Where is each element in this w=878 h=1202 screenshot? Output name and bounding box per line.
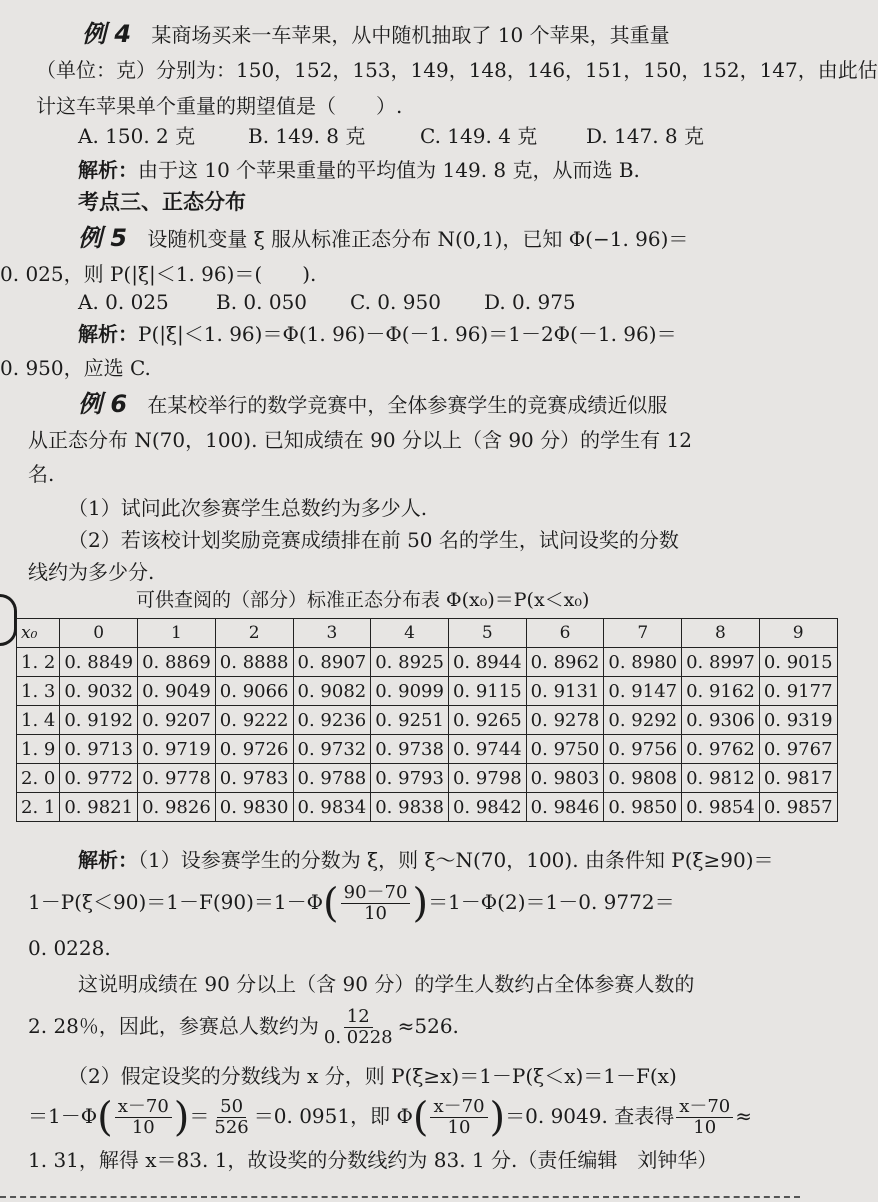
table-cell: 0. 9857 [759, 793, 837, 822]
example-5-line-1: 例 5 设随机变量 ξ 服从标准正态分布 N(0,1)，已知 Φ(−1. 96)＝ [78, 224, 689, 252]
row-header: 1. 2 [17, 648, 60, 677]
table-cell: 0. 9772 [60, 764, 138, 793]
table-cell: 0. 9798 [448, 764, 526, 793]
table-cell: 0. 9762 [682, 735, 760, 764]
table-cell: 0. 9049 [138, 677, 216, 706]
table-cell: 0. 9808 [604, 764, 682, 793]
example-6-line-1: 例 6 在某校举行的数学竞赛中，全体参赛学生的竞赛成绩近似服 [78, 390, 668, 418]
table-cell: 0. 9207 [138, 706, 216, 735]
table-cell: 0. 9082 [293, 677, 371, 706]
table-cell: 0. 9236 [293, 706, 371, 735]
table-cell: 0. 9162 [682, 677, 760, 706]
choice-c: C. 149. 4 克 [420, 124, 538, 148]
table-cell: 0. 9788 [293, 764, 371, 793]
table-cell: 0. 8980 [604, 648, 682, 677]
table-cell: 0. 8888 [215, 648, 293, 677]
example-6-label: 例 6 [78, 390, 128, 418]
table-cell: 0. 8997 [682, 648, 760, 677]
table-cell: 0. 9251 [371, 706, 449, 735]
example-6-question-2a: （2）若该校计划奖励竞赛成绩排在前 50 名的学生，试问设奖的分数 [68, 528, 679, 552]
example-6-line-2: 从正态分布 N(70，100). 已知成绩在 90 分以上（含 90 分）的学生有 12 [28, 428, 692, 452]
column-header: 6 [526, 619, 604, 648]
section-title: 考点三、正态分布 [78, 190, 246, 214]
table-cell: 0. 9066 [215, 677, 293, 706]
example-4-analysis: 解析：由于这 10 个苹果重量的平均值为 149. 8 克，从而选 B. [78, 158, 640, 182]
table-cell: 0. 9812 [682, 764, 760, 793]
table-cell: 0. 9834 [293, 793, 371, 822]
example-6-question-2b: 线约为多少分. [28, 560, 155, 584]
example-5-analysis-2: 0. 950，应选 C. [0, 356, 151, 380]
choice-a: A. 0. 025 [78, 290, 169, 314]
row-header: 1. 4 [17, 706, 60, 735]
table-row [17, 735, 838, 764]
column-header: 5 [448, 619, 526, 648]
table-cell: 0. 9826 [138, 793, 216, 822]
fraction: $\frac{x-70}{10}$ [115, 1097, 172, 1138]
solution-line-8: 1. 31，解得 x＝83. 1，故设奖的分数线约为 83. 1 分.（责任编辑 刘钟华） [28, 1148, 718, 1172]
fraction: $\frac{90-70}{10}$ [341, 883, 411, 924]
normal-distribution-table [16, 618, 838, 822]
table-cell: 0. 9131 [526, 677, 604, 706]
table-cell: 0. 9177 [759, 677, 837, 706]
fraction: $\frac{x-70}{10}$ [676, 1097, 733, 1138]
table-cell: 0. 8849 [60, 648, 138, 677]
fraction: $\frac{x-70}{10}$ [430, 1097, 487, 1138]
solution-line-4: 这说明成绩在 90 分以上（含 90 分）的学生人数约占全体参赛人数的 [78, 972, 695, 996]
solution-line-5: 2. 28％，因此，参赛总人数约为 $\frac{12}{0. 0228}$ ≈526. [28, 1006, 459, 1048]
table-corner-cell: x₀ [17, 619, 60, 648]
table-cell: 0. 9319 [759, 706, 837, 735]
table-cell: 0. 9099 [371, 677, 449, 706]
fraction: $\frac{12}{0. 0228}$ [323, 1006, 393, 1048]
table-cell: 0. 9793 [371, 764, 449, 793]
choice-b: B. 0. 050 [216, 290, 308, 314]
table-row [17, 677, 838, 706]
column-header: 4 [371, 619, 449, 648]
solution-line-7: ＝1－Φ( $\frac{x-70}{10}$ )＝ $\frac{50}{526}$ ＝0. 0951，即 Φ( $\frac{x-70}{10}$ )＝0. 9049. 查表得 $\frac{x-70}{10}$ ≈ [28, 1094, 753, 1141]
table-cell: 0. 9744 [448, 735, 526, 764]
row-header: 2. 1 [17, 793, 60, 822]
table-cell: 0. 9817 [759, 764, 837, 793]
table-row [17, 793, 838, 822]
column-header: 0 [60, 619, 138, 648]
choice-c: C. 0. 950 [350, 290, 441, 314]
table-cell: 0. 9726 [215, 735, 293, 764]
example-4-line-2: （单位：克）分别为：150，152，153，149，148，146，151，150，152，147，由此估 [36, 58, 878, 82]
choice-b: B. 149. 8 克 [248, 124, 366, 148]
example-6-line-3: 名. [28, 462, 55, 486]
table-cell: 0. 8962 [526, 648, 604, 677]
table-cell: 0. 8944 [448, 648, 526, 677]
example-4-line-1: 例 4 某商场买来一车苹果，从中随机抽取了 10 个苹果，其重量 [82, 20, 670, 48]
table-cell: 0. 9830 [215, 793, 293, 822]
example-5-line-2: 0. 025，则 P(|ξ|＜1. 96)＝( ). [0, 262, 317, 286]
page-tab-marker [0, 594, 17, 646]
column-header: 9 [759, 619, 837, 648]
table-cell: 0. 9783 [215, 764, 293, 793]
table-row [17, 648, 838, 677]
table-cell: 0. 9767 [759, 735, 837, 764]
example-4-label: 例 4 [82, 20, 132, 48]
table-cell: 0. 9738 [371, 735, 449, 764]
table-cell: 0. 9278 [526, 706, 604, 735]
table-cell: 0. 9222 [215, 706, 293, 735]
example-4-choices [78, 122, 800, 150]
example-6-question-1: （1）试问此次参赛学生总数约为多少人. [68, 496, 428, 520]
table-cell: 0. 9265 [448, 706, 526, 735]
solution-line-3: 0. 0228. [28, 936, 111, 960]
page-bottom-rule [0, 1196, 800, 1198]
column-header: 7 [604, 619, 682, 648]
table-cell: 0. 9850 [604, 793, 682, 822]
table-cell: 0. 9292 [604, 706, 682, 735]
row-header: 2. 0 [17, 764, 60, 793]
table-cell: 0. 8869 [138, 648, 216, 677]
column-header: 2 [215, 619, 293, 648]
table-cell: 0. 9306 [682, 706, 760, 735]
table-row [17, 706, 838, 735]
row-header: 1. 9 [17, 735, 60, 764]
solution-line-2: 1－P(ξ＜90)＝1－F(90)＝1－Φ( $\frac{90-70}{10}$ )＝1－Φ(2)＝1－0. 9772＝ [28, 880, 675, 927]
example-4-line-3: 计这车苹果单个重量的期望值是（ ）. [36, 94, 403, 118]
table-cell: 0. 9115 [448, 677, 526, 706]
choice-d: D. 0. 975 [484, 290, 576, 314]
table-cell: 0. 9778 [138, 764, 216, 793]
table-cell: 0. 9750 [526, 735, 604, 764]
fraction: $\frac{50}{526}$ [214, 1096, 249, 1138]
table-cell: 0. 9032 [60, 677, 138, 706]
column-header: 3 [293, 619, 371, 648]
table-cell: 0. 8907 [293, 648, 371, 677]
table-cell: 0. 9147 [604, 677, 682, 706]
example-5-choices [78, 288, 800, 316]
solution-line-6: （2）假定设奖的分数线为 x 分，则 P(ξ≥x)＝1－P(ξ＜x)＝1－F(x) [68, 1064, 677, 1088]
table-cell: 0. 9713 [60, 735, 138, 764]
table-cell: 0. 9192 [60, 706, 138, 735]
table-cell: 0. 9846 [526, 793, 604, 822]
row-header: 1. 3 [17, 677, 60, 706]
table-header-row [17, 619, 838, 648]
table-row [17, 764, 838, 793]
table-cell: 0. 9803 [526, 764, 604, 793]
table-cell: 0. 9821 [60, 793, 138, 822]
column-header: 1 [138, 619, 216, 648]
column-header: 8 [682, 619, 760, 648]
table-cell: 0. 9842 [448, 793, 526, 822]
table-cell: 0. 8925 [371, 648, 449, 677]
table-cell: 0. 9854 [682, 793, 760, 822]
table-cell: 0. 9838 [371, 793, 449, 822]
table-cell: 0. 9719 [138, 735, 216, 764]
example-5-label: 例 5 [78, 224, 128, 252]
choice-d: D. 147. 8 克 [586, 124, 705, 148]
table-cell: 0. 9756 [604, 735, 682, 764]
table-cell: 0. 9732 [293, 735, 371, 764]
solution-line-1: 解析：（1）设参赛学生的分数为 ξ，则 ξ～N(70，100). 由条件知 P(ξ≥90)＝ [78, 848, 774, 872]
table-cell: 0. 9015 [759, 648, 837, 677]
table-caption: 可供查阅的（部分）标准正态分布表 Φ(x₀)＝P(x＜x₀) [136, 589, 590, 611]
choice-a: A. 150. 2 克 [78, 124, 196, 148]
example-5-analysis-1: 解析：P(|ξ|＜1. 96)＝Φ(1. 96)－Φ(－1. 96)＝1－2Φ(－1. 96)＝ [78, 322, 677, 346]
